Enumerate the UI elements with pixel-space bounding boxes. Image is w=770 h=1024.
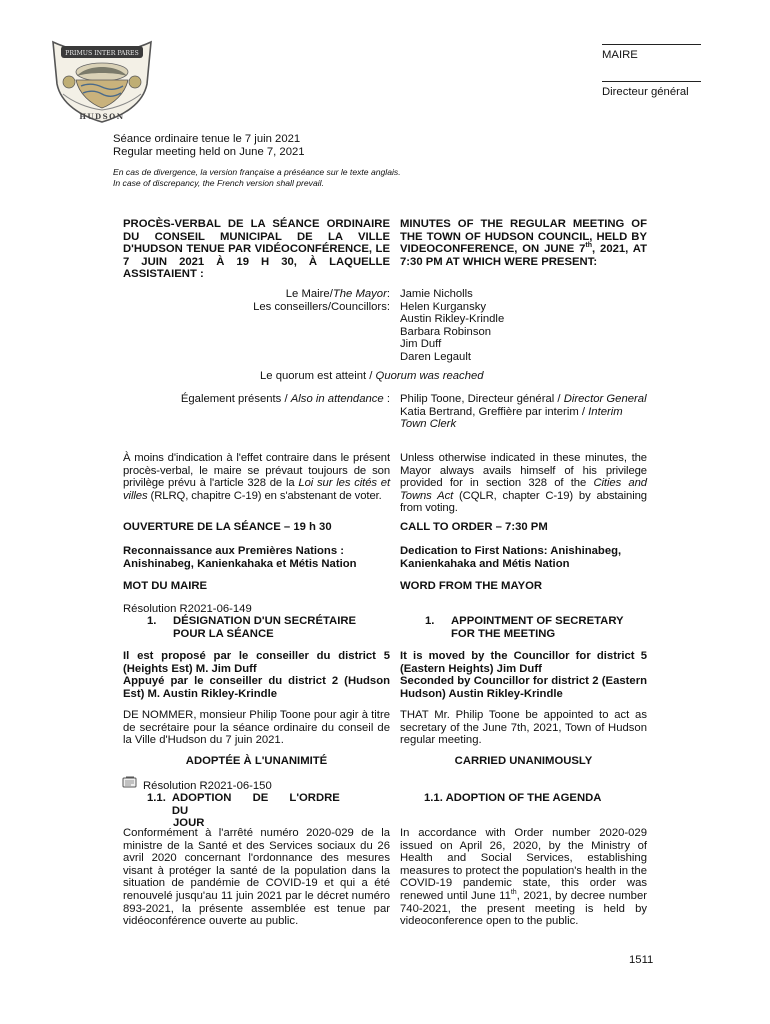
- language-note-en: In case of discrepancy, the French version shall prevail.: [113, 178, 324, 188]
- opening-heading-fr: OUVERTURE DE LA SÉANCE – 19 h 30: [123, 521, 332, 533]
- councillors-label: Les conseillers/Councillors:: [253, 300, 390, 313]
- mayor-signature-label: MAIRE: [602, 49, 638, 61]
- resolution-1-title-en: 1. APPOINTMENT OF SECRETARY FOR THE MEETING: [425, 615, 624, 640]
- recognition-en: Dedication to First Nations: Anishinabeg, Kanienkahaka and Métis Nation: [400, 545, 622, 570]
- also-present-label: Également présents / Also in attendance :: [180, 393, 390, 405]
- attendance-labels: [123, 288, 390, 313]
- resolution-2-number: Résolution R2021-06-150: [143, 780, 272, 792]
- crest-name-text: HUDSON: [79, 112, 125, 121]
- opening-heading-en: CALL TO ORDER – 7:30 PM: [400, 521, 548, 533]
- mayor-word-heading-fr: MOT DU MAIRE: [123, 580, 208, 592]
- resolution-1-number: Résolution R2021-06-149: [123, 603, 252, 615]
- attendee-name: Daren Legault: [400, 350, 471, 363]
- director-signature-label: Directeur général: [602, 86, 689, 98]
- resolution-1-body-en: THAT Mr. Philip Toone be appointed to act as secretary of the June 7th, 2021, Town of Hudson regular meeting.: [400, 709, 647, 747]
- document-icon[interactable]: [122, 776, 138, 788]
- resolution-1-body-fr: DE NOMMER, monsieur Philip Toone pour agir à titre de secrétaire pour la séance ordinaire du conseil de la Ville d'Hudson du 7 juin 2021.: [123, 709, 390, 747]
- voting-note-fr: À moins d'indication à l'effet contraire dans le présent procès-verbal, le maire se prévaut toujours de son privilège prévu à l'article 328 de la Loi sur les cités et villes (RLRQ, chapitre C-19) en s'abstenant de voter.: [123, 452, 390, 502]
- also-present-2: Katia Bertrand, Greffière par interim / Interim Town Clerk: [400, 405, 623, 431]
- resolution-1-item-num: 1.: [147, 615, 157, 627]
- town-crest-logo: [43, 38, 161, 124]
- director-signature-line: [602, 81, 701, 82]
- mayor-signature-line: [602, 44, 701, 45]
- resolution-1-motion-fr: Il est proposé par le conseiller du district 5 (Heights Est) M. Jim Duff Appuyé par le conseiller du district 2 (Hudson Est) M. Austin Rikley-Krindle: [123, 650, 390, 700]
- resolution-1-adopted-en: CARRIED UNANIMOUSLY: [454, 755, 593, 767]
- mayor-label: Le Maire/The Mayor:: [285, 288, 390, 300]
- meeting-date-fr: Séance ordinaire tenue le 7 juin 2021: [113, 133, 301, 145]
- attendee-name: Barbara Robinson: [400, 325, 492, 338]
- attendee-names: [400, 288, 647, 364]
- resolution-1-adopted-fr: ADOPTÉE À L'UNANIMITÉ: [185, 755, 328, 767]
- page-number: 1511: [629, 954, 654, 966]
- minutes-title-en: MINUTES OF THE REGULAR MEETING OF THE TOWN OF HUDSON COUNCIL, HELD BY VIDEOCONFERENCE, ON JUNE 7th, 2021, AT 7:30 PM AT WHICH WERE PRESENT:: [400, 218, 647, 268]
- recognition-fr: Reconnaissance aux Premières Nations : Anishinabeg, Kanienkahaka et Métis Nation: [123, 545, 357, 570]
- resolution-2-title-fr: 1.1. ADOPTION DE L'ORDRE DU JOUR: [147, 792, 340, 830]
- resolution-2-body-fr: Conformément à l'arrêté numéro 2020-029 de la ministre de la Santé et des Services sociaux du 26 avril 2020 concernant l'ordonnance des mesures visant à protéger la santé de la population dans la situation de pandémie de COVID-19 et qui a été renouvelé jusqu'au 11 juin 2021 par le décret numéro 893-2021, la présente assemblée est tenue par vidéoconférence ouverte au public.: [123, 827, 390, 928]
- attendee-name: Jim Duff: [400, 338, 442, 351]
- crest-banner-text: PRIMUS INTER PARES: [65, 50, 139, 57]
- also-present-1: Philip Toone, Directeur général / Director General: [400, 393, 647, 405]
- resolution-1-motion-en: It is moved by the Councillor for district 5 (Eastern Heights) Jim Duff Seconded by Councillor for district 2 (Eastern Hudson) Austin Rikley-Krindle: [400, 650, 647, 700]
- voting-note-en: Unless otherwise indicated in these minutes, the Mayor always avails himself of his privilege provided for in section 328 of the Cities and Towns Act (CQLR, chapter C-19) by abstaining from voting.: [400, 452, 647, 515]
- resolution-2-item-num: 1.1.: [147, 792, 166, 804]
- mayor-word-heading-en: WORD FROM THE MAYOR: [400, 580, 543, 592]
- attendee-name: Helen Kurgansky: [400, 300, 487, 313]
- meeting-date-en: Regular meeting held on June 7, 2021: [113, 146, 305, 158]
- resolution-2-title-en: 1.1. ADOPTION OF THE AGENDA: [424, 792, 602, 804]
- attendee-name: Austin Rikley-Krindle: [400, 313, 505, 326]
- quorum-statement: Le quorum est atteint / Quorum was reached: [260, 370, 484, 382]
- minutes-title-fr: PROCÈS-VERBAL DE LA SÉANCE ORDINAIRE DU CONSEIL MUNICIPAL DE LA VILLE D'HUDSON TENUE PAR VIDÉOCONFÉRENCE, LE 7 JUIN 2021 À 19 H 30, À LAQUELLE ASSISTAIENT :: [123, 218, 390, 281]
- resolution-1-title-fr: 1. DÉSIGNATION D'UN SECRÉTAIRE POUR LA SÉANCE: [147, 615, 357, 640]
- attendee-name: Jamie Nicholls: [400, 288, 473, 300]
- resolution-2-body-en: In accordance with Order number 2020-029 issued on April 26, 2020, by the Ministry of Health and Social Services, establishing measures to protect the population's health in the COVID-19 pandemic state, this order was renewed until June 11th, 2021, by decree number 740-2021, the present meeting is held by videoconference open to the public.: [400, 827, 647, 928]
- language-note-fr: En cas de divergence, la version française a préséance sur le texte anglais.: [113, 167, 401, 177]
- also-present-names: [400, 393, 647, 431]
